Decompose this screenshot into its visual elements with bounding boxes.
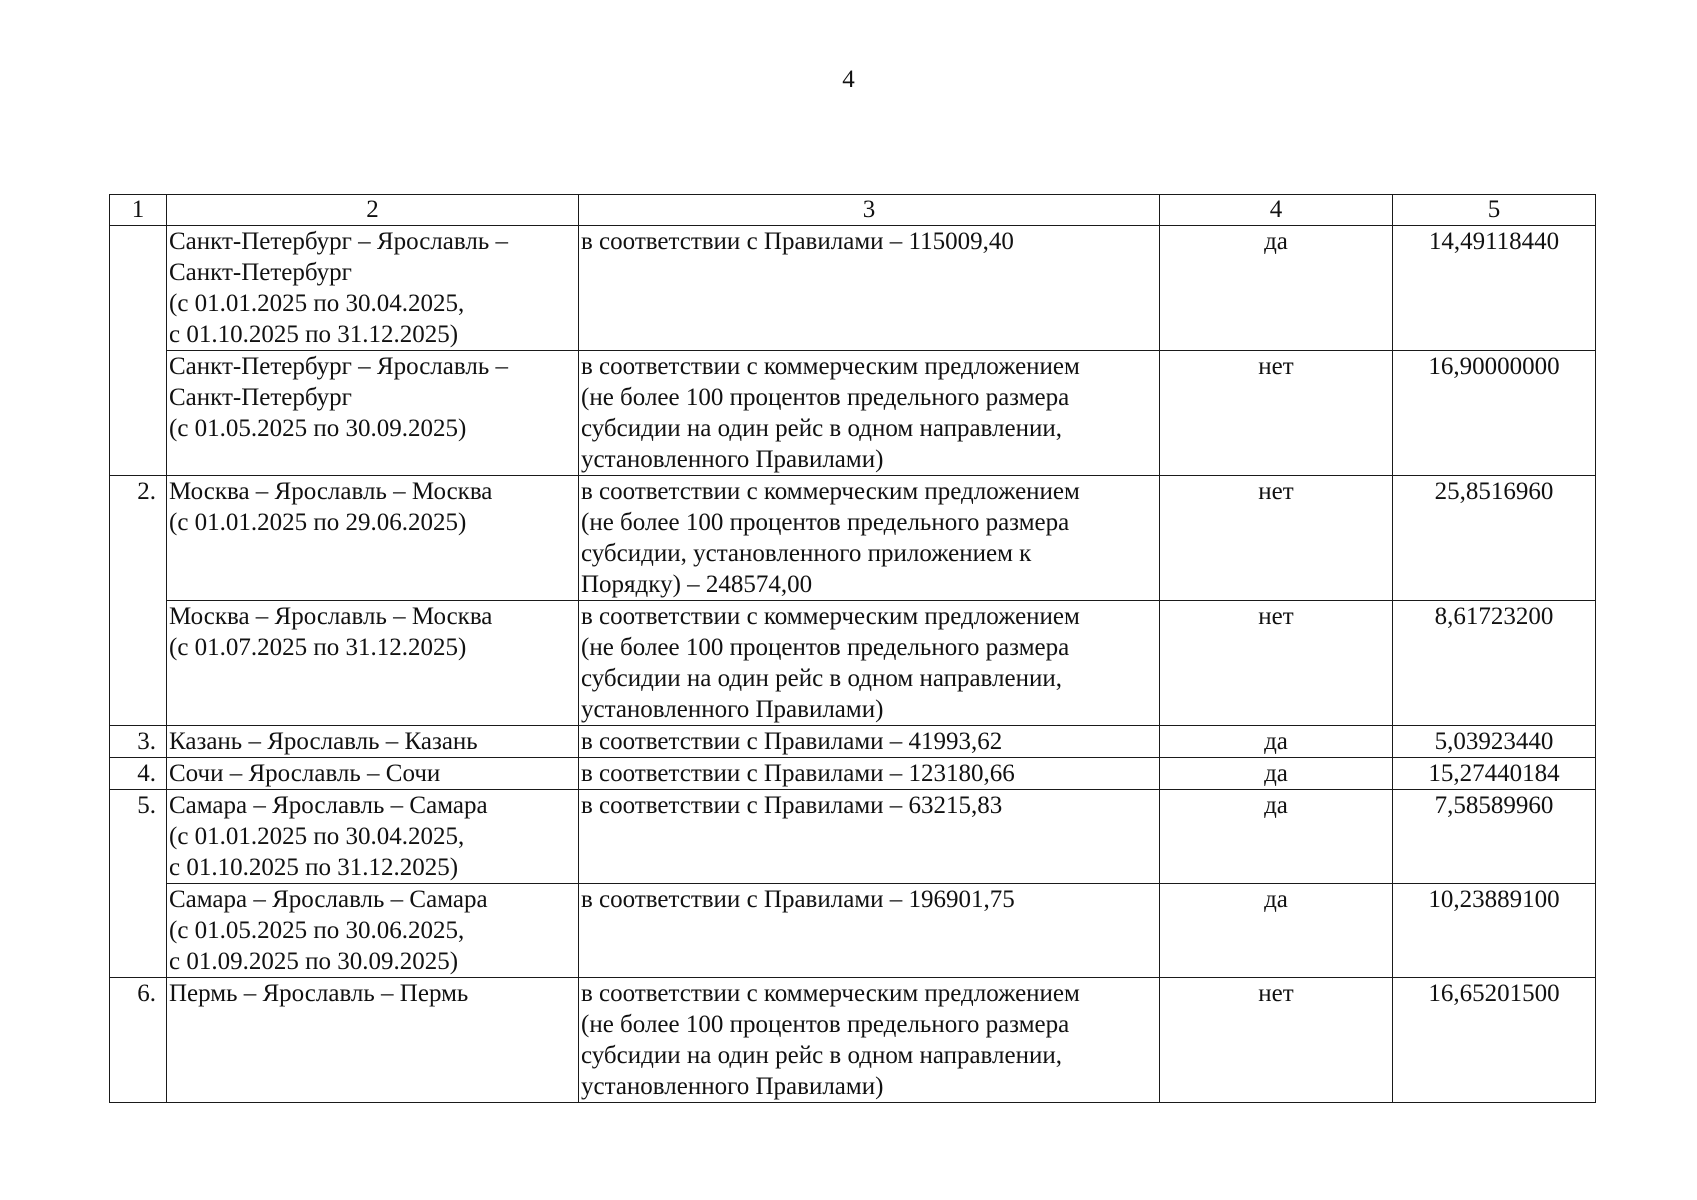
route-cell: Самара – Ярославль – Самара (с 01.01.2025 по 30.04.2025, с 01.10.2025 по 31.12.2025) (167, 790, 579, 884)
table-row (110, 601, 1596, 726)
table-row (110, 726, 1596, 758)
table-row (110, 790, 1596, 884)
value-cell: 16,90000000 (1393, 351, 1596, 476)
header-row (110, 195, 1596, 226)
route-cell: Пермь – Ярославль – Пермь (167, 978, 579, 1103)
flag-cell: нет (1160, 351, 1393, 476)
header-col-2: 2 (167, 195, 579, 226)
table-row (110, 978, 1596, 1103)
row-number-cell: 3. (110, 726, 167, 758)
value-cell: 5,03923440 (1393, 726, 1596, 758)
flag-cell: да (1160, 726, 1393, 758)
value-cell: 7,58589960 (1393, 790, 1596, 884)
route-cell: Санкт-Петербург – Ярославль – Санкт-Петербург (с 01.05.2025 по 30.09.2025) (167, 351, 579, 476)
basis-cell: в соответствии с коммерческим предложением (не более 100 процентов предельного размера субсидии на один рейс в одном направлении, установленного Правилами) (579, 601, 1160, 726)
flag-cell: да (1160, 790, 1393, 884)
table-row (110, 226, 1596, 351)
basis-cell: в соответствии с Правилами – 41993,62 (579, 726, 1160, 758)
basis-cell: в соответствии с Правилами – 123180,66 (579, 758, 1160, 790)
basis-cell: в соответствии с коммерческим предложением (не более 100 процентов предельного размера субсидии на один рейс в одном направлении, установленного Правилами) (579, 978, 1160, 1103)
value-cell: 14,49118440 (1393, 226, 1596, 351)
table-row (110, 758, 1596, 790)
table-row (110, 476, 1596, 601)
row-number-cell: 5. (110, 790, 167, 978)
row-number-cell (110, 226, 167, 476)
table-row (110, 884, 1596, 978)
value-cell: 16,65201500 (1393, 978, 1596, 1103)
row-number-cell: 4. (110, 758, 167, 790)
value-cell: 15,27440184 (1393, 758, 1596, 790)
route-cell: Санкт-Петербург – Ярославль – Санкт-Петербург (с 01.01.2025 по 30.04.2025, с 01.10.2025 по 31.12.2025) (167, 226, 579, 351)
route-cell: Москва – Ярославль – Москва (с 01.07.2025 по 31.12.2025) (167, 601, 579, 726)
row-number-cell: 2. (110, 476, 167, 726)
value-cell: 8,61723200 (1393, 601, 1596, 726)
route-cell: Самара – Ярославль – Самара (с 01.05.2025 по 30.06.2025, с 01.09.2025 по 30.09.2025) (167, 884, 579, 978)
route-cell: Сочи – Ярославль – Сочи (167, 758, 579, 790)
table-body (110, 226, 1596, 1103)
table-row (110, 351, 1596, 476)
route-cell: Казань – Ярославль – Казань (167, 726, 579, 758)
basis-cell: в соответствии с Правилами – 196901,75 (579, 884, 1160, 978)
flag-cell: нет (1160, 476, 1393, 601)
flag-cell: да (1160, 758, 1393, 790)
basis-cell: в соответствии с Правилами – 63215,83 (579, 790, 1160, 884)
basis-cell: в соответствии с коммерческим предложением (не более 100 процентов предельного размера субсидии, установленного приложением к Порядку) – 248574,00 (579, 476, 1160, 601)
flag-cell: да (1160, 884, 1393, 978)
header-col-3: 3 (579, 195, 1160, 226)
subsidy-table (109, 194, 1596, 1103)
value-cell: 10,23889100 (1393, 884, 1596, 978)
route-cell: Москва – Ярославль – Москва (с 01.01.2025 по 29.06.2025) (167, 476, 579, 601)
basis-cell: в соответствии с Правилами – 115009,40 (579, 226, 1160, 351)
flag-cell: нет (1160, 978, 1393, 1103)
value-cell: 25,8516960 (1393, 476, 1596, 601)
basis-cell: в соответствии с коммерческим предложением (не более 100 процентов предельного размера субсидии на один рейс в одном направлении, установленного Правилами) (579, 351, 1160, 476)
flag-cell: нет (1160, 601, 1393, 726)
header-col-1: 1 (110, 195, 167, 226)
header-col-5: 5 (1393, 195, 1596, 226)
row-number-cell: 6. (110, 978, 167, 1103)
flag-cell: да (1160, 226, 1393, 351)
page-number: 4 (842, 66, 855, 93)
table-header (110, 195, 1596, 226)
header-col-4: 4 (1160, 195, 1393, 226)
